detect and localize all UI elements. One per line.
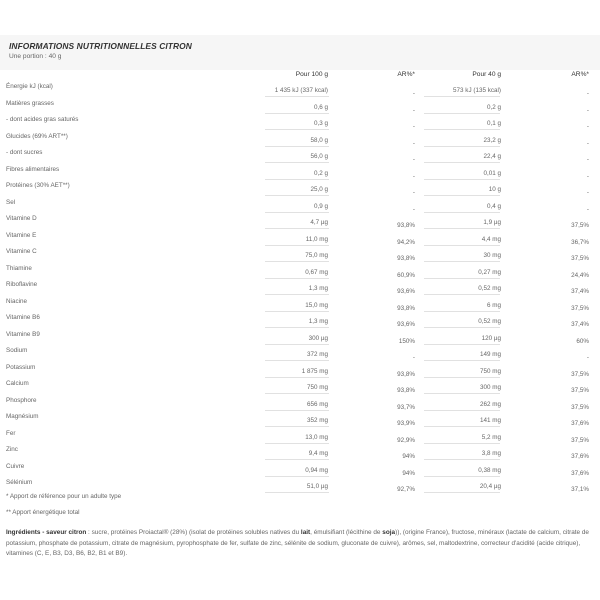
value-per40: 262 mg [479, 400, 501, 408]
value-per40: 0,27 mg [478, 268, 501, 276]
table-row [0, 462, 600, 477]
nutrient-name: Niacine [6, 297, 27, 305]
ar-per40: - [586, 156, 589, 163]
value-per40: 5,2 mg [481, 433, 501, 441]
ingredients-allergen-milk: lait [300, 529, 311, 536]
row-divider [265, 410, 329, 411]
ar-per100: 150% [398, 337, 415, 345]
value-per40: 0,52 mg [478, 285, 501, 292]
ar-per40: 60% [576, 337, 589, 345]
row-divider [265, 179, 329, 180]
nutrient-name: Fibres alimentaires [6, 165, 60, 173]
ar-per40: 37,4% [571, 321, 589, 328]
ar-per100: 93,8% [397, 370, 415, 378]
row-divider [424, 476, 500, 477]
table-row [0, 412, 600, 427]
ar-per100: 93,8% [397, 255, 415, 262]
ar-per40: 24,4% [571, 271, 589, 279]
ar-per40: 37,5% [571, 370, 589, 378]
row-divider [265, 476, 329, 477]
nutrient-name: Potassium [6, 363, 36, 371]
ar-per100: 93,6% [397, 321, 415, 328]
row-divider [265, 146, 329, 147]
row-divider [424, 443, 500, 444]
nutrient-name: - dont sucres [6, 149, 43, 156]
value-per100: 0,6 g [313, 103, 328, 111]
value-per100: 0,3 g [313, 120, 328, 127]
row-divider [424, 146, 500, 147]
ar-per40: - [586, 189, 589, 196]
value-per40: 4,4 mg [481, 235, 501, 243]
nutrient-name: Calcium [6, 380, 29, 387]
value-per40: 0,38 mg [478, 466, 501, 474]
table-row [0, 379, 600, 394]
table-row [0, 115, 600, 130]
ar-per40: - [586, 172, 589, 180]
ar-per100: 93,9% [397, 420, 415, 427]
ar-per40: 37,6% [571, 420, 589, 427]
ar-per100: - [412, 90, 415, 97]
row-divider [265, 278, 329, 279]
row-divider [424, 294, 500, 295]
value-per100: 1 435 kJ (337 kcal) [274, 87, 328, 94]
value-per40: 1,9 µg [483, 219, 501, 226]
ar-per40: - [586, 90, 589, 97]
value-per100: 0,67 mg [305, 268, 328, 276]
row-divider [424, 426, 500, 427]
value-per100: 0,9 g [313, 202, 328, 210]
value-per100: 352 mg [306, 417, 328, 424]
table-row [0, 264, 600, 279]
table-row [0, 99, 600, 114]
row-divider [265, 443, 329, 444]
value-per100: 0,94 mg [305, 466, 328, 474]
row-divider [265, 261, 329, 262]
table-row [0, 330, 600, 345]
row-divider [424, 278, 500, 279]
value-per40: 750 mg [479, 367, 501, 375]
table-row [0, 478, 600, 493]
nutrient-name: Sodium [6, 347, 28, 354]
ar-per40: 37,5% [571, 436, 589, 444]
column-header-ar-40: AR%* [571, 71, 589, 78]
ar-per40: - [586, 354, 589, 361]
row-divider [424, 344, 500, 345]
row-divider [265, 245, 329, 246]
table-row [0, 181, 600, 196]
ar-per100: - [412, 156, 415, 163]
value-per40: 0,1 g [486, 120, 501, 127]
row-divider [424, 162, 500, 163]
table-row [0, 132, 600, 147]
row-divider [424, 393, 500, 394]
value-per40: 0,2 g [486, 103, 501, 111]
table-row [0, 396, 600, 411]
table-row [0, 198, 600, 213]
nutrient-name: Énergie kJ (kcal) [6, 83, 53, 90]
value-per100: 372 mg [306, 351, 328, 358]
table-row [0, 247, 600, 262]
value-per40: 23,2 g [483, 136, 501, 144]
row-divider [265, 228, 329, 229]
value-per100: 4,7 µg [310, 219, 328, 226]
ar-per100: 93,6% [397, 288, 415, 295]
value-per40: 3,8 mg [481, 450, 501, 457]
ar-per100: - [412, 354, 415, 361]
ar-per40: - [586, 106, 589, 114]
row-divider [424, 311, 500, 312]
ingredients-label: Ingrédients - saveur citron [6, 529, 87, 536]
value-per100: 56,0 g [310, 153, 328, 160]
ar-per100: 93,8% [397, 304, 415, 312]
ingredients-part-1: : sucre, protéines Proiactal® (28%) (isolat de protéines solubles natives du [86, 529, 301, 536]
value-per100: 75,0 mg [305, 252, 328, 259]
table-row [0, 429, 600, 444]
value-per100: 13,0 mg [305, 433, 328, 441]
row-divider [424, 212, 500, 213]
row-divider [265, 195, 329, 196]
row-divider [424, 96, 500, 97]
row-divider [265, 96, 329, 97]
row-divider [424, 195, 500, 196]
column-header-per100: Pour 100 g [295, 71, 328, 78]
ar-per100: 60,9% [397, 271, 415, 279]
nutrient-name: Glucides (69% ART**) [6, 132, 68, 140]
ar-per40: 37,5% [571, 222, 589, 229]
value-per100: 300 µg [308, 334, 328, 342]
ar-per40: 37,6% [571, 453, 589, 460]
nutrient-name: Fer [6, 429, 16, 437]
ar-per40: - [586, 139, 589, 147]
nutrient-name: Cuivre [6, 462, 25, 470]
table-row [0, 346, 600, 361]
table-row [0, 445, 600, 460]
row-divider [265, 459, 329, 460]
row-divider [424, 129, 500, 130]
row-divider [424, 410, 500, 411]
row-divider [424, 245, 500, 246]
nutrient-name: Vitamine B9 [6, 330, 40, 338]
row-divider [424, 360, 500, 361]
serving-size: Une portion : 40 g [9, 53, 62, 60]
ar-per100: 93,7% [397, 403, 415, 411]
ar-per40: 37,6% [571, 469, 589, 477]
row-divider [424, 261, 500, 262]
value-per40: 6 mg [487, 301, 501, 309]
row-divider [265, 377, 329, 378]
table-row [0, 214, 600, 229]
ar-per40: - [586, 123, 589, 130]
ar-per40: 36,7% [571, 238, 589, 246]
ar-per100: 94% [402, 453, 415, 460]
ar-per40: 37,5% [571, 403, 589, 411]
value-per100: 9,4 mg [308, 450, 328, 457]
row-divider [265, 113, 329, 114]
value-per40: 573 kJ (135 kcal) [453, 87, 501, 94]
value-per40: 10 g [488, 186, 501, 193]
ar-per40: 37,4% [571, 288, 589, 295]
row-divider [424, 228, 500, 229]
value-per40: 0,01 g [483, 169, 501, 177]
ingredients-part-2: , émulsifiant (lécithine de [310, 529, 383, 536]
row-divider [265, 327, 329, 328]
row-divider [424, 179, 500, 180]
ar-per100: 94% [402, 469, 415, 477]
table-row [0, 82, 600, 97]
row-divider [265, 294, 329, 295]
ingredients-part-3: )), (origine France), fructose, minéraux (lactate de calcium, citrate de potassium, phosphate de potassium, citrate de magnésium, pyrophosphate de fer, sulfate de zinc, sélénite de sodium, gluconate de cuivre), arômes, sel, maltodextrine, correcteur d'acidité (acide citrique), vitamines (C, E, B3, D3, B6, B2, B1 et B9). [6, 529, 589, 558]
ar-per40: 37,1% [571, 486, 589, 493]
row-divider [265, 129, 329, 130]
nutrient-name: Matières grasses [6, 99, 54, 107]
value-per40: 0,52 mg [478, 318, 501, 325]
value-per100: 656 mg [306, 400, 328, 408]
nutrient-name: Vitamine E [6, 231, 37, 239]
table-row [0, 297, 600, 312]
ar-per100: 93,8% [397, 387, 415, 394]
ar-per100: - [412, 205, 415, 213]
value-per40: 30 mg [483, 252, 501, 259]
table-row [0, 363, 600, 378]
nutrient-name: Protéines (30% AET**) [6, 182, 70, 189]
row-divider [424, 113, 500, 114]
row-divider [265, 393, 329, 394]
row-divider [265, 360, 329, 361]
nutrient-name: Zinc [6, 446, 18, 453]
value-per40: 300 mg [479, 384, 501, 391]
page-title: INFORMATIONS NUTRITIONNELLES CITRON [9, 41, 192, 51]
ar-per40: - [586, 205, 589, 213]
row-divider [265, 492, 329, 493]
ingredients-allergen-soy: soja [382, 529, 396, 536]
table-row [0, 148, 600, 163]
column-header-per40: Pour 40 g [472, 71, 501, 78]
ar-per40: 37,5% [571, 304, 589, 312]
value-per100: 1,3 mg [308, 318, 328, 325]
ar-per100: - [412, 172, 415, 180]
ar-per100: 92,7% [397, 486, 415, 493]
row-divider [424, 459, 500, 460]
value-per40: 141 mg [479, 417, 501, 424]
value-per100: 1 875 mg [301, 367, 328, 375]
value-per100: 15,0 mg [305, 301, 328, 309]
nutrient-name: Vitamine C [6, 248, 37, 255]
value-per100: 58,0 g [310, 136, 328, 144]
ar-per40: 37,5% [571, 255, 589, 262]
row-divider [424, 492, 500, 493]
nutrient-name: Vitamine D [6, 215, 37, 222]
nutrient-name: Sélénium [6, 479, 33, 486]
nutrient-name: Sel [6, 198, 16, 206]
ar-per100: 92,9% [397, 436, 415, 444]
row-divider [265, 162, 329, 163]
row-divider [424, 327, 500, 328]
footnote-reference-intake: * Apport de référence pour un adulte type [6, 493, 122, 500]
value-per100: 11,0 mg [305, 235, 328, 243]
row-divider [424, 377, 500, 378]
ar-per100: - [412, 123, 415, 130]
nutrient-name: Magnésium [6, 413, 39, 420]
value-per100: 25,0 g [310, 186, 328, 193]
table-row [0, 231, 600, 246]
ar-per100: - [412, 189, 415, 196]
ar-per100: 94,2% [397, 238, 415, 246]
row-divider [265, 344, 329, 345]
nutrient-name: Vitamine B6 [6, 314, 40, 321]
ar-per100: - [412, 139, 415, 147]
table-row [0, 165, 600, 180]
value-per100: 750 mg [306, 384, 328, 391]
column-header-ar-100: AR%* [397, 71, 415, 78]
row-divider [265, 426, 329, 427]
value-per100: 51,0 µg [306, 483, 328, 490]
value-per100: 1,3 mg [308, 285, 328, 292]
row-divider [265, 212, 329, 213]
ar-per100: 93,8% [397, 222, 415, 229]
nutrient-name: - dont acides gras saturés [6, 116, 79, 123]
value-per40: 0,4 g [486, 202, 501, 210]
footnote-energy: ** Apport énergétique total [6, 509, 80, 516]
value-per100: 0,2 g [313, 169, 328, 177]
ar-per100: - [412, 106, 415, 114]
value-per40: 20,4 µg [479, 483, 501, 490]
nutrient-name: Phosphore [6, 396, 37, 404]
value-per40: 120 µg [481, 334, 501, 342]
value-per40: 149 mg [479, 351, 501, 358]
table-row [0, 280, 600, 295]
ingredients-text [6, 528, 594, 560]
ar-per40: 37,5% [571, 387, 589, 394]
nutrient-name: Riboflavine [6, 281, 38, 288]
nutrient-name: Thiamine [6, 264, 32, 272]
value-per40: 22,4 g [483, 153, 501, 160]
row-divider [265, 311, 329, 312]
table-row [0, 313, 600, 328]
